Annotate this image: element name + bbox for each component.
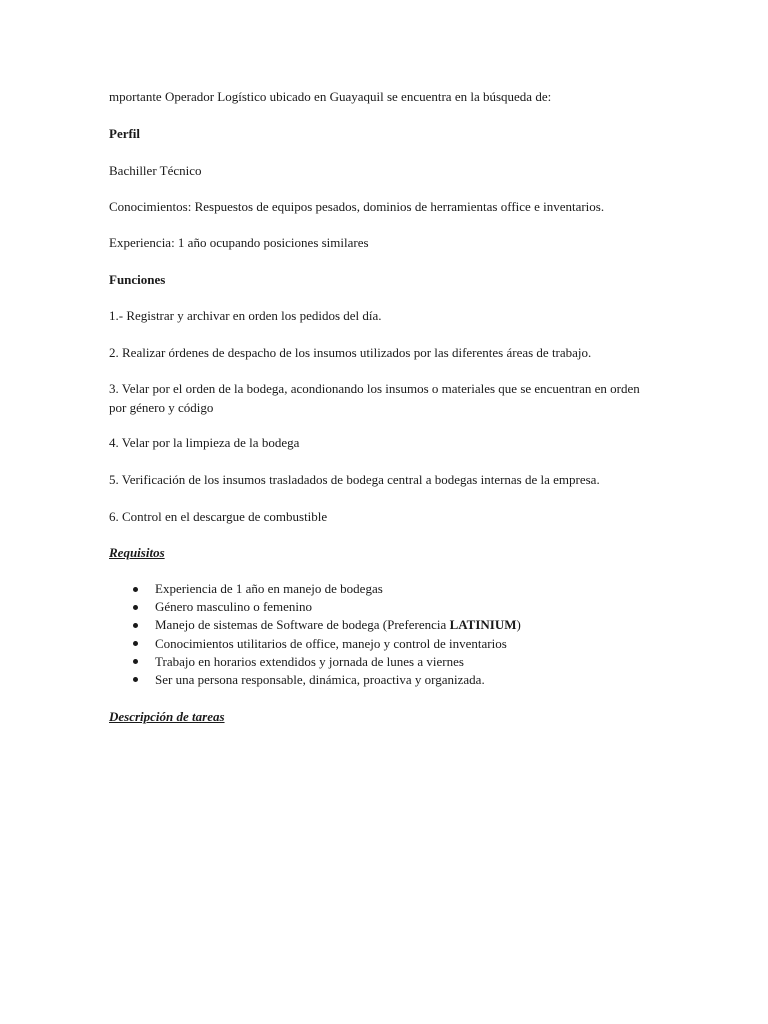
funcion-item-1: 1.- Registrar y archivar en orden los pedidos del día. xyxy=(109,308,382,323)
funcion-item-2: 2. Realizar órdenes de despacho de los insumos utilizados por las diferentes áreas de trabajo. xyxy=(109,345,592,360)
bullet-icon xyxy=(133,677,138,682)
requisito-software-name: LATINIUM xyxy=(449,617,517,633)
requisitos-list xyxy=(109,580,649,689)
requisito-text: Ser una persona responsable, dinámica, proactiva y organizada. xyxy=(155,671,485,687)
requisito-text-after: ) xyxy=(516,617,521,633)
perfil-education: Bachiller Técnico xyxy=(109,163,202,178)
bullet-icon xyxy=(133,623,138,628)
intro-paragraph: mportante Operador Logístico ubicado en Guayaquil se encuentra en la búsqueda de: xyxy=(109,89,552,104)
requisito-item xyxy=(109,598,649,616)
requisito-item xyxy=(109,616,649,634)
requisito-text: Género masculino o femenino xyxy=(155,599,313,615)
bullet-icon xyxy=(133,641,138,646)
perfil-heading: Perfil xyxy=(109,126,141,141)
bullet-icon xyxy=(133,587,138,592)
bullet-icon xyxy=(133,605,138,610)
requisito-item xyxy=(109,580,649,598)
perfil-experience: Experiencia: 1 año ocupando posiciones similares xyxy=(109,235,369,250)
funcion-item-4: 4. Velar por la limpieza de la bodega xyxy=(109,435,300,450)
bullet-icon xyxy=(133,659,138,664)
perfil-knowledge: Conocimientos: Respuestos de equipos pesados, dominios de herramientas office e inventarios. xyxy=(109,199,605,214)
funcion-item-5: 5. Verificación de los insumos trasladados de bodega central a bodegas internas de la empresa. xyxy=(109,472,600,487)
requisito-item xyxy=(109,671,649,689)
requisito-text: Conocimientos utilitarios de office, manejo y control de inventarios xyxy=(155,635,507,651)
funcion-item-3: 3. Velar por el orden de la bodega, acondionando los insumos o materiales que se encuentran en orden por género y código xyxy=(109,381,640,415)
requisito-text: Experiencia de 1 año en manejo de bodegas xyxy=(155,581,383,596)
requisito-text: Trabajo en horarios extendidos y jornada de lunes a viernes xyxy=(155,653,464,669)
funciones-heading: Funciones xyxy=(109,272,166,287)
requisito-text-before: Manejo de sistemas de Software de bodega (Preferencia xyxy=(155,617,450,633)
requisitos-heading: Requisitos xyxy=(109,545,165,560)
requisito-item xyxy=(109,653,649,671)
funcion-item-6: 6. Control en el descargue de combustible xyxy=(109,509,328,524)
requisito-item xyxy=(109,635,649,653)
descripcion-heading: Descripción de tareas xyxy=(109,709,225,724)
